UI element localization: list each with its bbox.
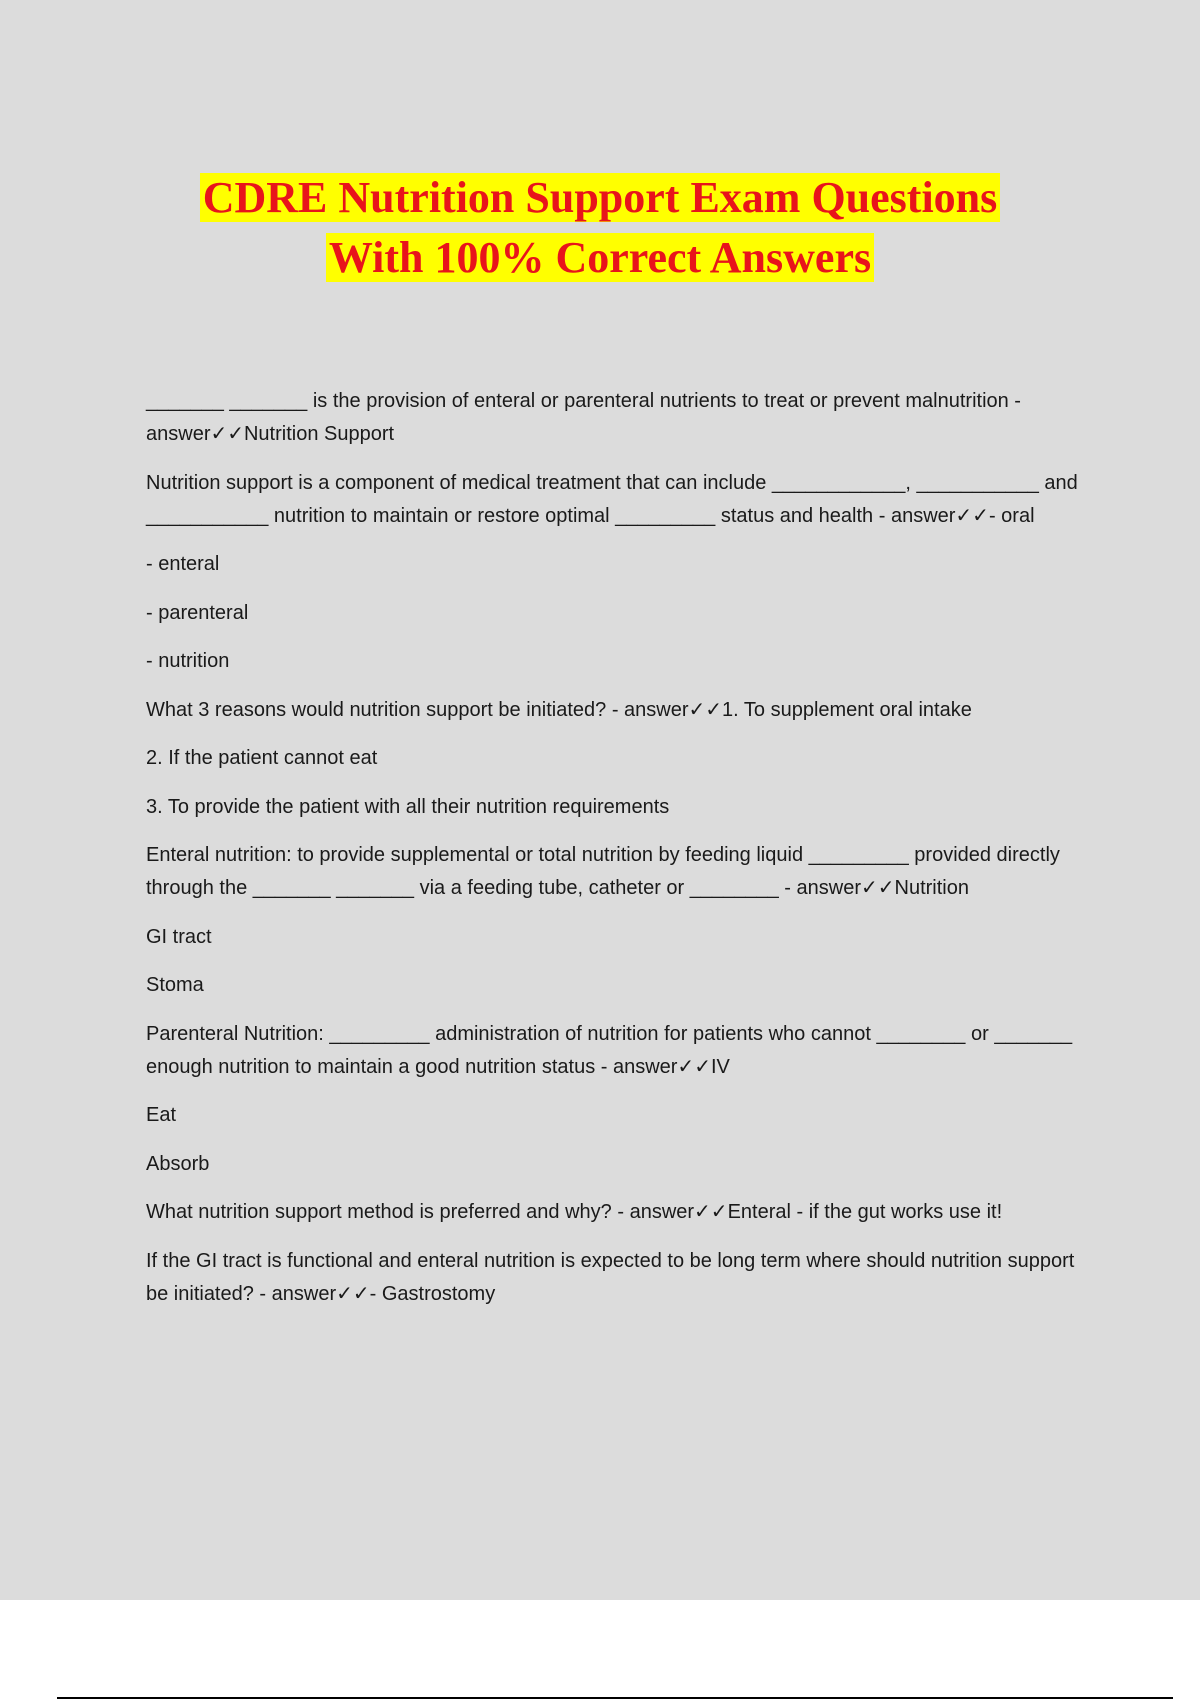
paragraph-6: What 3 reasons would nutrition support be initiated? - answer✓✓1. To supplement oral intake (146, 698, 972, 721)
paragraph-15: What nutrition support method is preferred and why? - answer✓✓Enteral - if the gut works use it! (146, 1201, 1003, 1223)
title-line-2: With 100% Correct Answers (326, 233, 874, 282)
paragraph-9: Enteral nutrition: to provide supplemental or total nutrition by feeding liquid _________ provided directly through the _______ _______ via a feeding tube, catheter or ________ - answer✓✓Nutrition (146, 844, 1066, 899)
paragraph-5: - nutrition (146, 650, 230, 672)
paragraph-14: Absorb (146, 1152, 210, 1175)
title-line-1: CDRE Nutrition Support Exam Questions (200, 173, 1001, 222)
paragraph-12: Parenteral Nutrition: _________ administration of nutrition for patients who cannot ________ or _______ enough nutrition to maintain a good nutrition status - answer✓✓IV (146, 1022, 1078, 1078)
paragraph-2: Nutrition support is a component of medical treatment that can include ____________, ___________ and ___________ nutrition to maintain or restore optimal _________ status and health - answer✓✓- oral (146, 471, 1084, 527)
paragraph-1: _______ _______ is the provision of enteral or parenteral nutrients to treat or prevent malnutrition - answer✓✓Nutrition Support (146, 390, 1027, 445)
paragraph-11: Stoma (146, 974, 204, 996)
document-title (0, 168, 1200, 288)
paragraph-3: - enteral (146, 553, 220, 575)
document-body (146, 385, 1096, 1326)
paragraph-8: 3. To provide the patient with all their nutrition requirements (146, 795, 670, 818)
paragraph-16: If the GI tract is functional and enteral nutrition is expected to be long term where should nutrition support be initiated? - answer✓✓- Gastrostomy (146, 1249, 1080, 1305)
paragraph-13: Eat (146, 1104, 177, 1126)
paragraph-10: GI tract (146, 925, 212, 948)
page-divider (57, 1697, 1173, 1699)
paragraph-4: - parenteral (146, 601, 249, 624)
paragraph-7: 2. If the patient cannot eat (146, 747, 378, 769)
